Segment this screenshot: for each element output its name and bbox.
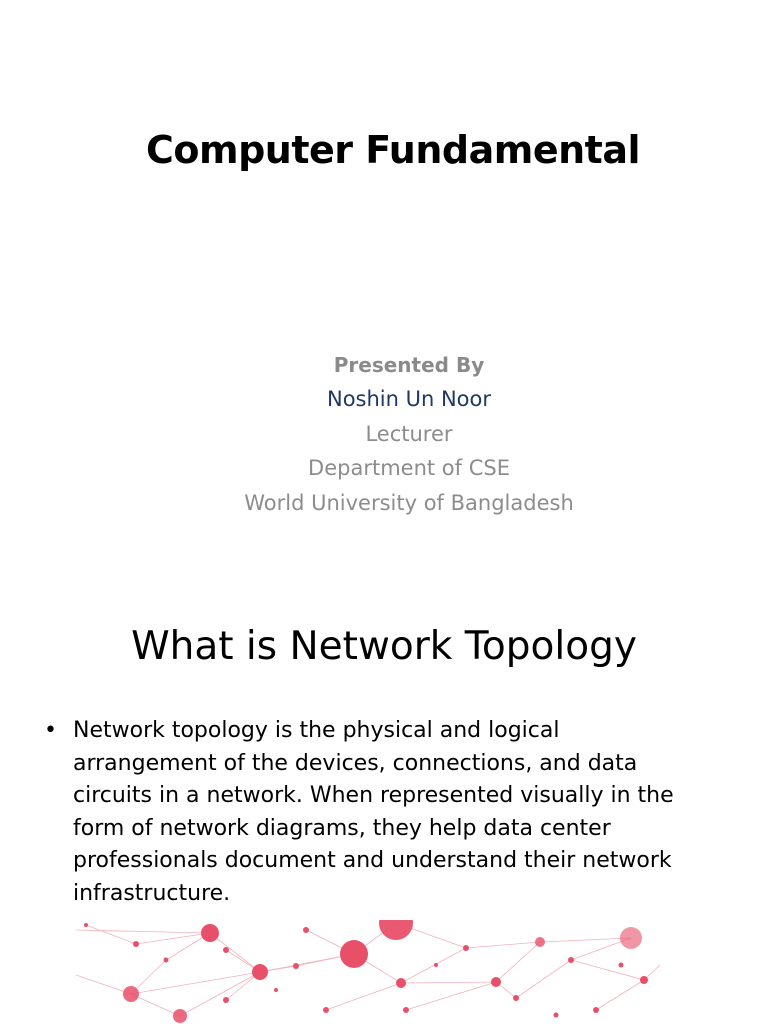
- bullet-text: Network topology is the physical and logical arrangement of the devices, connections, and data circuits in a network. When represented visually in the form of network diagrams, they help data center professionals document and understand their network infrastructure.: [73, 718, 674, 906]
- presented-by-label: Presented By: [333, 353, 485, 377]
- bullet-dot-icon: •: [44, 718, 57, 743]
- author-department: Department of CSE: [308, 456, 510, 480]
- author-name: Noshin Un Noor: [326, 387, 492, 411]
- author-role: Lecturer: [365, 422, 453, 446]
- network-illustration: [76, 920, 660, 1024]
- bullet-list: [44, 715, 684, 910]
- network-graph-image: [76, 920, 660, 1024]
- author-university: World University of Bangladesh: [244, 491, 574, 515]
- section-title: What is Network Topology: [131, 624, 637, 669]
- slide-title: Computer Fundamental: [145, 128, 641, 172]
- bullet-item: [44, 715, 684, 910]
